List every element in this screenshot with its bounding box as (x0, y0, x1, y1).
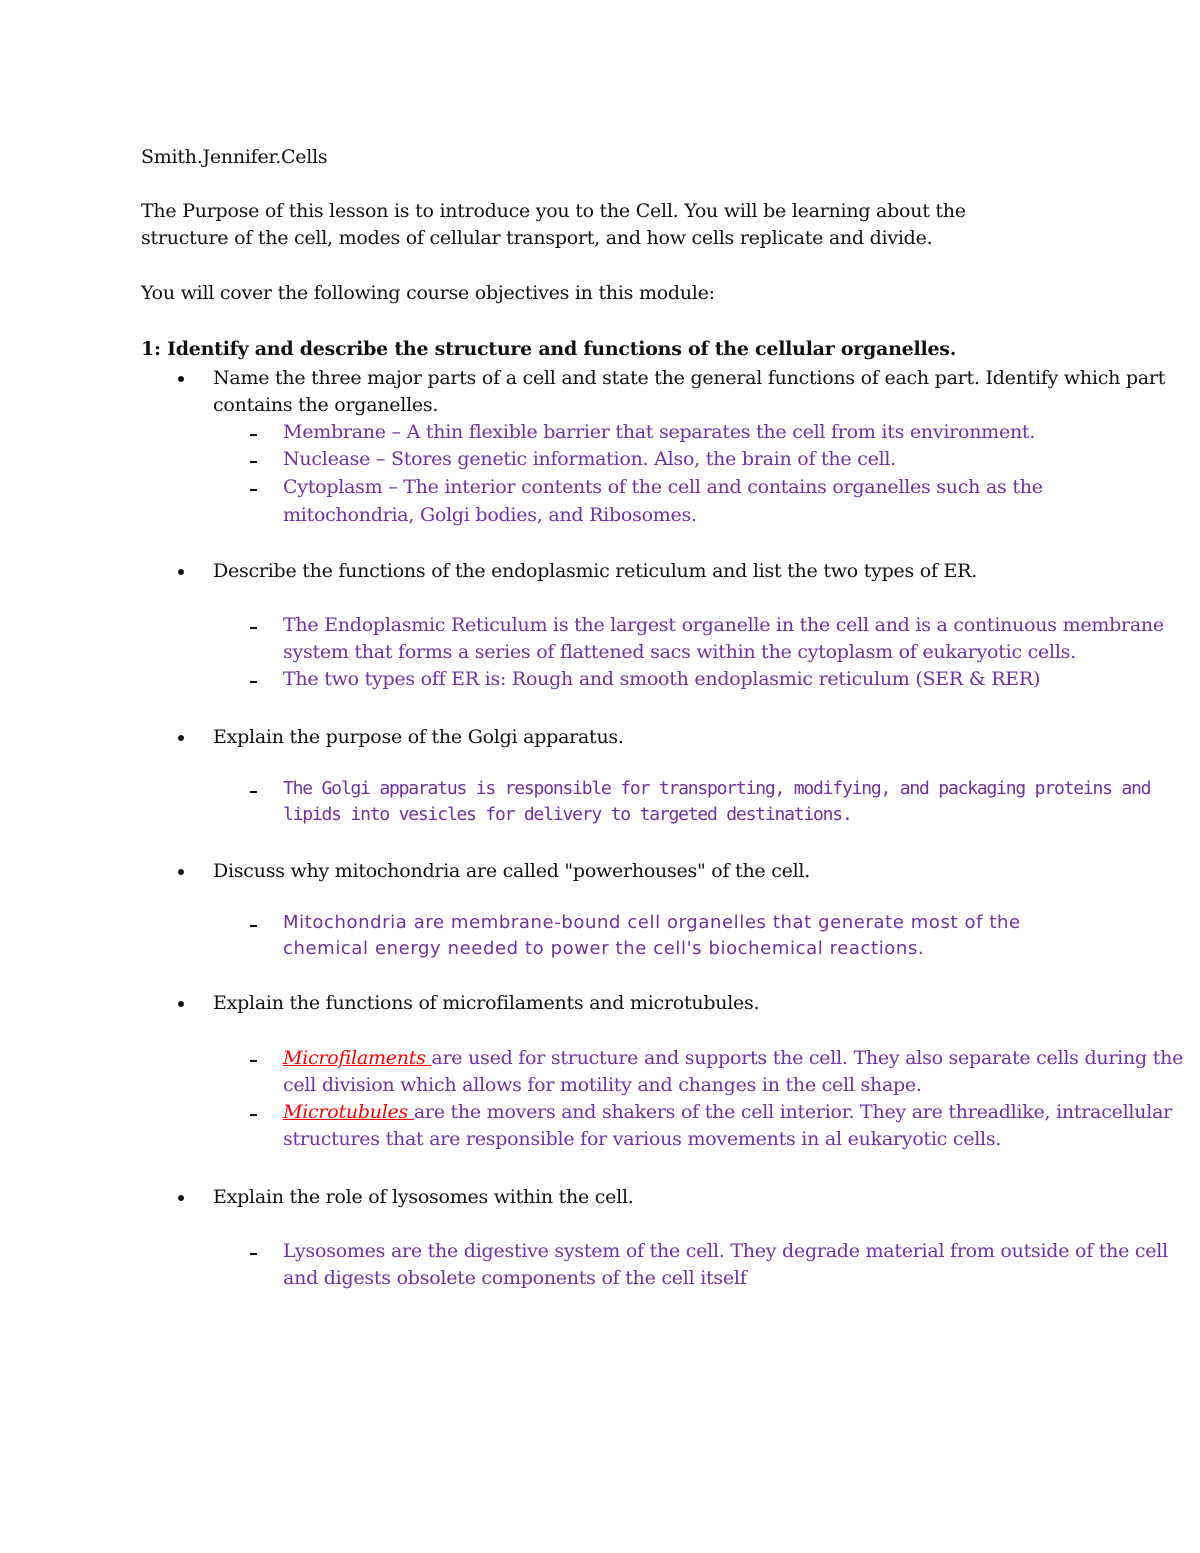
answer-microfilaments-line-2: cell division which allows for motility and changes in the cell shape. (283, 1074, 922, 1096)
question-3: Explain the purpose of the Golgi apparatus. (213, 726, 624, 748)
microtubules-text: are the movers and shakers of the cell interior. They are threadlike, intracellular (413, 1101, 1172, 1123)
dash-icon (250, 1253, 257, 1255)
document-title: Smith.Jennifer.Cells (141, 146, 328, 168)
dash-icon (250, 489, 257, 491)
bullet-icon (178, 1001, 184, 1007)
dash-icon (250, 627, 257, 629)
answer-membrane: Membrane – A thin flexible barrier that separates the cell from its environment. (283, 421, 1036, 443)
answer-er-line-1: The Endoplasmic Reticulum is the largest organelle in the cell and is a continuous membrane (283, 614, 1164, 636)
answer-microtubules-line-2: structures that are responsible for various movements in al eukaryotic cells. (283, 1128, 1002, 1150)
answer-mitochondria-line-1: Mitochondria are membrane-bound cell organelles that generate most of the (283, 912, 1021, 933)
bullet-icon (178, 869, 184, 875)
question-1-line-2: contains the organelles. (213, 394, 439, 416)
answer-golgi-line-1: The Golgi apparatus is responsible for transporting, modifying, and packaging proteins and (283, 778, 1151, 799)
microtubules-term: Microtubules (283, 1101, 414, 1123)
question-2: Describe the functions of the endoplasmic reticulum and list the two types of ER. (213, 560, 978, 582)
answer-er-types: The two types off ER is: Rough and smooth endoplasmic reticulum (SER & RER) (283, 668, 1041, 690)
question-1-line-1: Name the three major parts of a cell and state the general functions of each part. Identify which part (213, 367, 1166, 389)
bullet-icon (178, 735, 184, 741)
dash-icon (250, 681, 257, 683)
microfilaments-term: Microfilaments (283, 1047, 432, 1069)
question-6: Explain the role of lysosomes within the cell. (213, 1186, 634, 1208)
dash-icon (250, 791, 257, 793)
intro-line-2: structure of the cell, modes of cellular transport, and how cells replicate and divide. (141, 227, 933, 249)
answer-microfilaments-line-1 (283, 1049, 1183, 1068)
question-5: Explain the functions of microfilaments and microtubules. (213, 992, 760, 1014)
answer-mitochondria-line-2: chemical energy needed to power the cell's biochemical reactions. (283, 938, 925, 959)
bullet-icon (178, 569, 184, 575)
bullet-icon (178, 376, 184, 382)
objectives-intro: You will cover the following course objectives in this module: (141, 282, 715, 304)
question-4: Discuss why mitochondria are called "powerhouses" of the cell. (213, 860, 811, 882)
answer-er-line-2: system that forms a series of flattened sacs within the cytoplasm of eukaryotic cells. (283, 641, 1076, 663)
dash-icon (250, 925, 257, 927)
answer-cytoplasm-line-1: Cytoplasm – The interior contents of the cell and contains organelles such as the (283, 476, 1043, 498)
dash-icon (250, 1114, 257, 1116)
dash-icon (250, 434, 257, 436)
microfilaments-text: are used for structure and supports the cell. They also separate cells during the (431, 1047, 1184, 1069)
dash-icon (250, 461, 257, 463)
answer-nucleus: Nuclease – Stores genetic information. Also, the brain of the cell. (283, 448, 897, 470)
answer-golgi-line-2: lipids into vesicles for delivery to targeted destinations. (283, 804, 852, 825)
answer-lysosomes-line-1: Lysosomes are the digestive system of the cell. They degrade material from outside of the cell (283, 1240, 1168, 1262)
bullet-icon (178, 1195, 184, 1201)
answer-cytoplasm-line-2: mitochondria, Golgi bodies, and Ribosomes. (283, 504, 697, 526)
answer-microtubules-line-1 (283, 1103, 1172, 1122)
objective-heading: 1: Identify and describe the structure and functions of the cellular organelles. (141, 338, 957, 360)
intro-line-1: The Purpose of this lesson is to introduce you to the Cell. You will be learning about the (141, 200, 966, 222)
dash-icon (250, 1060, 257, 1062)
answer-lysosomes-line-2: and digests obsolete components of the cell itself (283, 1267, 747, 1289)
